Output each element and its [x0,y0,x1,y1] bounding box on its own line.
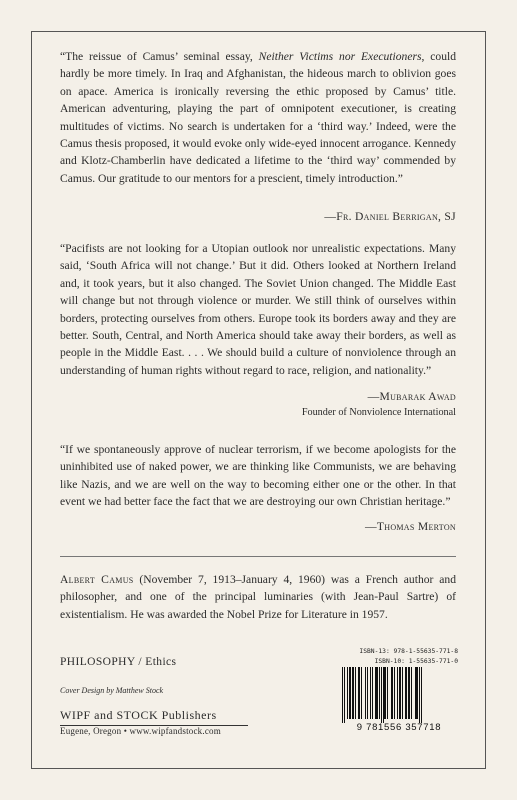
divider-rule [60,556,456,557]
quote-awad: “Pacifists are not looking for a Utopian outlook nor unrealistic expectations. Many said, ‘South Africa will not change.’ But it did. Others looked at Northern Ireland and, it took years, but it also changed. The Soviet Union changed. The Middle East will change but not through violence or murder. We still think of ourselves within borders, protecting ourselves from others. Europe took its borders away and they are better. South, Central, and North America should take away their borders, as well as people in the Middle East. . . . We should build a culture of nonviolence through an understanding of human rights without regard to race, religion, and nationality.” [60,242,456,377]
publisher-logo [60,708,248,726]
barcode-bar [421,667,422,723]
quote-text: “The reissue of Camus’ seminal essay, [60,50,259,63]
barcode-digits: 9 781556 357718 [356,722,442,733]
publisher-location: Eugene, Oregon • www.wipfandstock.com [60,726,221,736]
publisher-name: WIPF and STOCK Publishers [60,708,217,722]
attribution-name: —Mubarak Awad [367,390,456,403]
book-title-italic: Neither Victims nor Executioners [258,50,422,63]
attribution-merton: —Thomas Merton [364,520,456,533]
isbn-barcode-block [340,647,458,737]
attribution-role: Founder of Nonviolence International [301,407,456,418]
attribution-awad [302,389,456,421]
attribution-berrigan: —Fr. Daniel Berrigan, SJ [324,210,456,223]
author-bio [60,571,456,623]
author-bio-text: (November 7, 1913–January 4, 1960) was a French author and philosopher, and one of the principal luminaries (with Jean-Paul Sartre) of existentialism. He was awarded the Nobel Prize for Literature in 1957. [60,573,456,621]
quote-merton: “If we spontaneously approve of nuclear terrorism, if we become apologists for the uninhibited use of naked power, we are thinking like Communists, we are behaving like Nazis, and we are well on the way to becoming either one or the other. In that event we had better face the fact that we are destroying our own Christian heritage.” [60,443,456,509]
isbn-10: ISBN-10: 1-55635-771-0 [374,658,458,665]
author-name: Albert Camus [60,573,134,586]
cover-design-credit: Cover Design by Matthew Stock [60,686,164,695]
barcode-icon [342,667,458,723]
isbn-13: ISBN-13: 978-1-55635-771-8 [359,648,458,655]
subject-category: PHILOSOPHY / Ethics [60,656,177,668]
quote-berrigan [60,48,456,187]
quote-text: , could hardly be more timely. In Iraq and Afghanistan, the hideous march to oblivion goes on apace. America is ironically reversing the ethic proposed by Camus’ title. American adventuring, playing the part of omnipotent executioner, is creating multitudes of victims. No search is undertaken for a ‘third way.’ Indeed, were the Camus thesis proposed, it would evoke only wide-eyed innocent arrogance. Kennedy and Klotz-Chamberlin have dedicated a lifetime to the ‘third way’ commended by Camus. Our gratitude to our mentors for a prescient, timely introduction.” [60,50,457,185]
